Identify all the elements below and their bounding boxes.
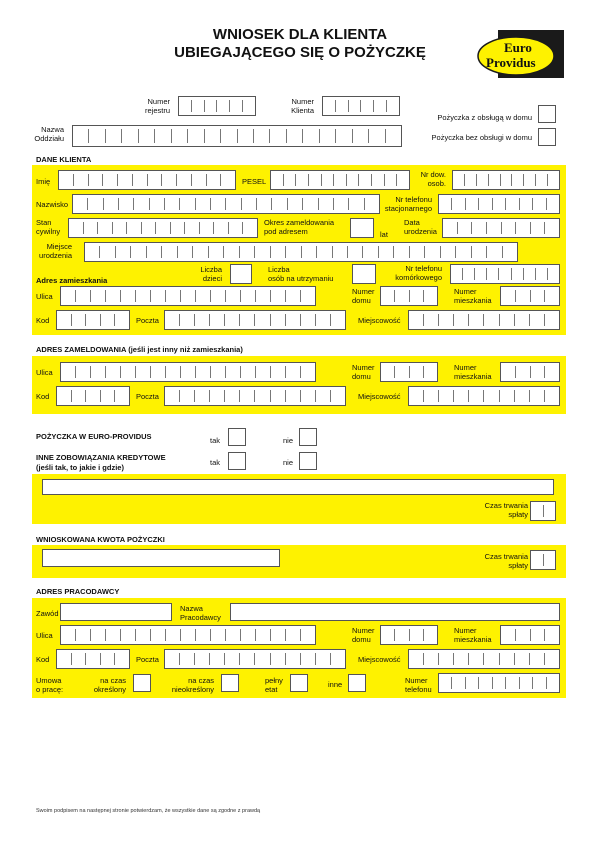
inne-nie-label: nie [283,458,294,467]
kwota-czas-label: Czas trwania spłaty [484,552,528,570]
prac-poczta-field[interactable] [164,649,346,669]
poczta-field[interactable] [164,310,346,330]
zawod-field[interactable] [60,603,172,621]
zameld-poczta-label: Poczta [136,392,159,401]
numer-domu-field[interactable] [380,286,438,306]
kwota-header: WNIOSKOWANA KWOTA POŻYCZKI [36,535,165,544]
prac-numer-mieszkania-field[interactable] [500,625,560,645]
numer-rejestru-label: Numer rejestru [144,97,170,115]
prac-numer-domu-label: Numer domu [352,626,375,644]
nieokreslony-checkbox[interactable] [221,674,239,692]
okreslony-checkbox[interactable] [133,674,151,692]
inne-zobowiazania-header: INNE ZOBOWIĄZANIA KREDYTOWE (jeśli tak, to jakie i gdzie) [36,453,166,472]
prac-kod-label: Kod [36,655,50,664]
ulica-field[interactable] [60,286,316,306]
z-obsluga-checkbox[interactable] [538,105,556,123]
pozyczka-header: POŻYCZKA W EURO-PROVIDUS [36,432,152,441]
imie-field[interactable] [58,170,236,190]
nr-dow-label: Nr dow. osob. [420,170,446,188]
pesel-label: PESEL [242,177,267,186]
kod-field[interactable] [56,310,130,330]
okres-field[interactable] [350,218,374,238]
z-obsluga-label: Pożyczka z obsługą w domu [437,113,532,122]
tel-stac-field[interactable] [438,194,560,214]
liczba-osob-field[interactable] [352,264,376,284]
form-title [120,26,480,62]
numer-klienta-field[interactable] [322,96,400,116]
tel-kom-label: Nr telefonu komórkowego [395,264,442,282]
prac-numer-mieszkania-label: Numer mieszkania [454,626,492,644]
data-urodzenia-field[interactable] [442,218,560,238]
inne-umowa-checkbox[interactable] [348,674,366,692]
pozyczka-tak-label: tak [210,436,221,445]
kod-label: Kod [36,316,50,325]
zameld-numer-mieszkania-field[interactable] [500,362,560,382]
nazwisko-label: Nazwisko [36,200,69,209]
imie-label: Imię [36,177,51,186]
miejscowosc-label: Miejscowość [358,316,401,325]
bez-obslugi-checkbox[interactable] [538,128,556,146]
dane-klienta-header: DANE KLIENTA [36,155,92,164]
kwota-field[interactable] [42,549,280,567]
liczba-osob-label: Liczba osób na utrzymaniu [268,265,334,283]
numer-mieszkania-label: Numer mieszkania [454,287,492,305]
adres-zameldowania-header: ADRES ZAMELDOWANIA (jeśli jest inny niż zamieszkania) [36,345,243,354]
zameld-kod-label: Kod [36,392,50,401]
prac-miejscowosc-label: Miejscowość [358,655,401,664]
pozyczka-nie-checkbox[interactable] [299,428,317,446]
adres-zamieszkania-label: Adres zamieszkania [36,276,108,285]
inne-opis-field[interactable] [42,479,554,495]
numer-rejestru-field[interactable] [178,96,256,116]
stan-cywilny-label: Stan cywilny [36,218,61,236]
zameld-kod-field[interactable] [56,386,130,406]
nieokreslony-label: na czas nieokreślony [171,676,214,694]
tel-stac-label: Nr telefonu stacjonarnego [384,195,432,213]
zameld-numer-domu-label: Numer domu [352,363,375,381]
stan-cywilny-field[interactable] [68,218,258,238]
liczba-dzieci-field[interactable] [230,264,252,284]
prac-miejscowosc-field[interactable] [408,649,560,669]
inne-umowa-label: inne [328,680,343,689]
numer-klienta-label: Numer Klienta [291,97,314,115]
okres-label: Okres zameldowania pod adresem [264,218,335,236]
nazwa-pracodawcy-label: Nazwa Pracodawcy [180,604,221,622]
zameld-miejscowosc-label: Miejscowość [358,392,401,401]
miejsce-urodzenia-label: Miejsce urodzenia [39,242,72,260]
inne-nie-checkbox[interactable] [299,452,317,470]
data-urodzenia-label: Data urodzenia [404,218,437,236]
nazwisko-field[interactable] [72,194,380,214]
zameld-numer-domu-field[interactable] [380,362,438,382]
zameld-poczta-field[interactable] [164,386,346,406]
numer-telefonu-field[interactable] [438,673,560,693]
prac-numer-domu-field[interactable] [380,625,438,645]
pozyczka-tak-checkbox[interactable] [228,428,246,446]
liczba-dzieci-label: Liczba dzieci [200,265,222,283]
logo-text-euro: Euro [504,40,532,55]
miejsce-urodzenia-field[interactable] [84,242,518,262]
zameld-ulica-label: Ulica [36,368,53,377]
pozyczka-nie-label: nie [283,436,294,445]
title-line-1: WNIOSEK DLA KLIENTA [212,26,388,43]
zameld-miejscowosc-field[interactable] [408,386,560,406]
prac-poczta-label: Poczta [136,655,159,664]
numer-domu-label: Numer domu [352,287,375,305]
nazwa-pracodawcy-field[interactable] [230,603,560,621]
pesel-field[interactable] [270,170,410,190]
poczta-label: Poczta [136,316,159,325]
inne-czas-field[interactable] [530,501,556,521]
numer-telefonu-label: Numer telefonu [405,676,432,694]
inne-tak-label: tak [210,458,221,467]
nr-dow-field[interactable] [452,170,560,190]
zameld-numer-mieszkania-label: Numer mieszkania [454,363,492,381]
euro-providus-logo [476,30,564,78]
inne-czas-label: Czas trwania spłaty [484,501,528,519]
pelny-etat-checkbox[interactable] [290,674,308,692]
miejscowosc-field[interactable] [408,310,560,330]
okreslony-label: na czas określony [93,676,126,694]
zameld-ulica-field[interactable] [60,362,316,382]
footer-note: Swoim podpisem na następnej stronie potwierdzam, że wszystkie dane są zgodne z prawdą [36,808,261,814]
zawod-label: Zawód [36,609,59,618]
title-line-2: UBIEGAJĄCEGO SIĘ O POŻYCZKĘ [174,44,426,61]
prac-kod-field[interactable] [56,649,130,669]
bez-obslugi-label: Pożyczka bez obsługi w domu [431,133,532,142]
pracodawca-header: ADRES PRACODAWCY [36,587,120,596]
numer-mieszkania-field[interactable] [500,286,560,306]
lat-label: lat [380,230,388,239]
umowa-label: Umowa o pracę: [36,676,64,694]
logo-text-providus: Providus [486,55,536,70]
nazwa-oddzialu-field[interactable] [72,125,402,147]
ulica-label: Ulica [36,292,53,301]
inne-tak-checkbox[interactable] [228,452,246,470]
kwota-czas-field[interactable] [530,550,556,570]
nazwa-oddzialu-label: Nazwa Oddziału [34,125,64,143]
tel-kom-field[interactable] [450,264,560,284]
pelny-etat-label: pełny etat [265,676,283,694]
prac-ulica-field[interactable] [60,625,316,645]
prac-ulica-label: Ulica [36,631,53,640]
